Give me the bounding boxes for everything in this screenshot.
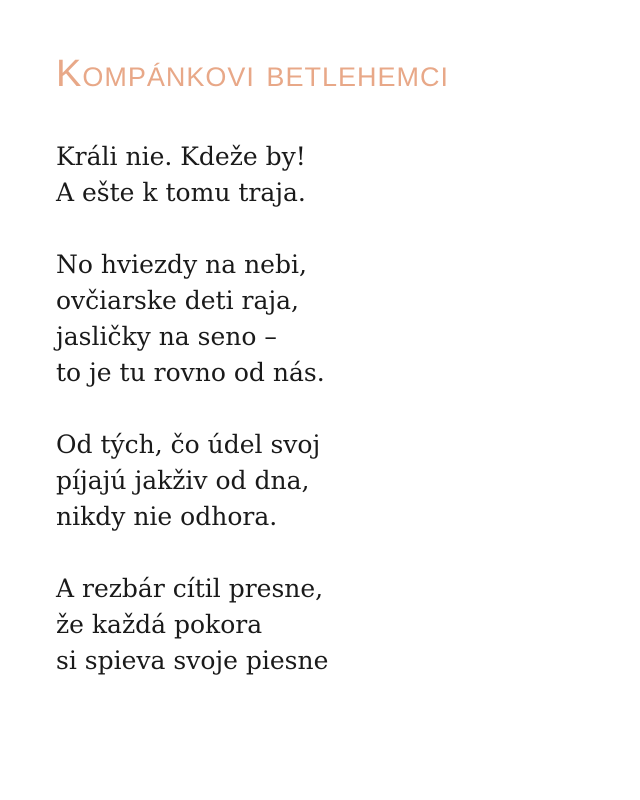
poem-line: si spieva svoje piesne (56, 646, 329, 675)
stanza (56, 247, 616, 391)
poem-line: jasličky na seno – (56, 322, 277, 351)
stanza (56, 427, 616, 535)
poem-line: že každá pokora (56, 610, 263, 639)
poem-line: Od tých, čo údel svoj (56, 430, 321, 459)
poem-line: Králi nie. Kdeže by! (56, 142, 306, 171)
poem-line: A ešte k tomu traja. (56, 178, 306, 207)
stanza (56, 571, 616, 679)
poem-line: to je tu rovno od nás. (56, 358, 325, 387)
poem-line: ovčiarske deti raja, (56, 286, 299, 315)
poem-title: Kompánkovi betlehemci (56, 53, 449, 95)
poem-line: nikdy nie odhora. (56, 502, 278, 531)
poem-body (56, 139, 616, 715)
poem-line: píjajú jakživ od dna, (56, 466, 310, 495)
stanza (56, 139, 616, 211)
poem-line: No hviezdy na nebi, (56, 250, 307, 279)
poem-line: A rezbár cítil presne, (56, 574, 324, 603)
